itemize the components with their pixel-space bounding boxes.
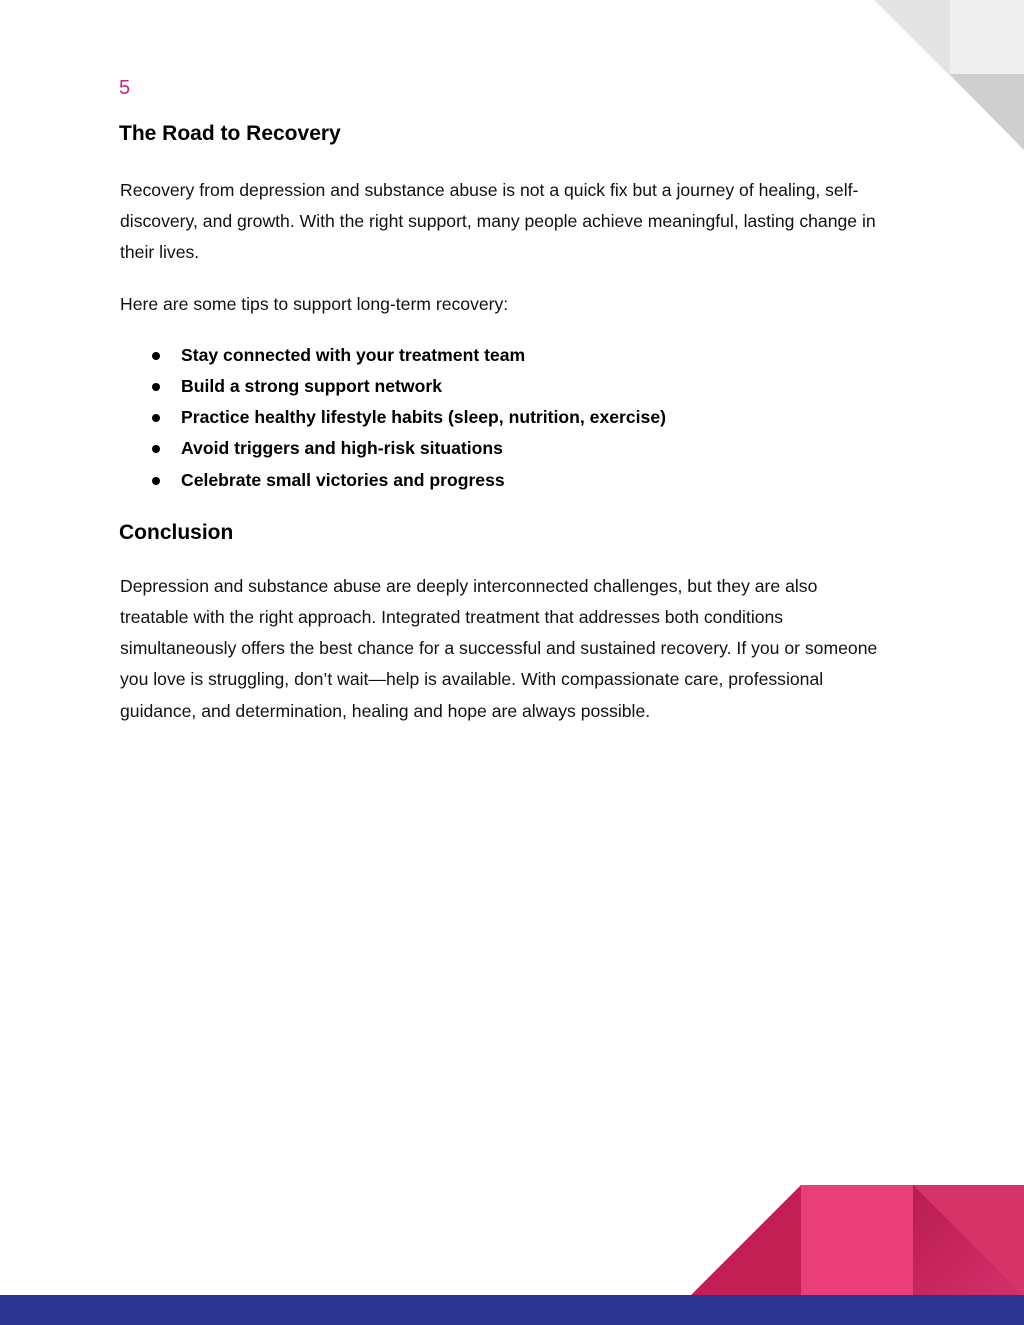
- heading-conclusion: Conclusion: [119, 520, 234, 544]
- tips-list: [120, 340, 880, 496]
- list-item-text: Stay connected with your treatment team: [181, 344, 526, 365]
- list-item: [120, 433, 880, 464]
- document-body: [120, 118, 880, 727]
- list-item: [120, 340, 880, 371]
- bullet-icon: [152, 352, 160, 360]
- corner-decoration-bottom: [690, 1184, 1024, 1296]
- footer-band: [0, 1295, 1024, 1325]
- paragraph-conclusion: Depression and substance abuse are deeply interconnected challenges, but they are also treatable with the right approach. Integrated treatment that addresses both conditions simultaneously offers the best chance for a successful and sustained recovery. If you or someone you love is struggling, don’t wait—help is available. With compassionate care, professional guidance, and determination, healing and hope are always possible.: [120, 575, 878, 721]
- bullet-icon: [152, 383, 160, 391]
- bullet-icon: [152, 445, 160, 453]
- paragraph-recovery-intro: Recovery from depression and substance abuse is not a quick fix but a journey of healing, self-discovery, and growth. With the right support, many people achieve meaningful, lasting change in their lives.: [120, 180, 876, 263]
- page-number: 5: [119, 77, 131, 99]
- paragraph-tips-intro: Here are some tips to support long-term recovery:: [120, 293, 509, 314]
- list-item-text: Celebrate small victories and progress: [181, 469, 505, 490]
- list-item: [120, 371, 880, 402]
- bullet-icon: [152, 414, 160, 422]
- corner-decoration-top: [870, 0, 1024, 150]
- list-item: [120, 465, 880, 496]
- list-item-text: Practice healthy lifestyle habits (sleep, nutrition, exercise): [181, 407, 666, 428]
- heading-road-to-recovery: The Road to Recovery: [119, 122, 341, 145]
- list-item-text: Avoid triggers and high-risk situations: [181, 438, 503, 459]
- list-item-text: Build a strong support network: [181, 376, 442, 397]
- bullet-icon: [152, 477, 160, 485]
- list-item: [120, 402, 880, 433]
